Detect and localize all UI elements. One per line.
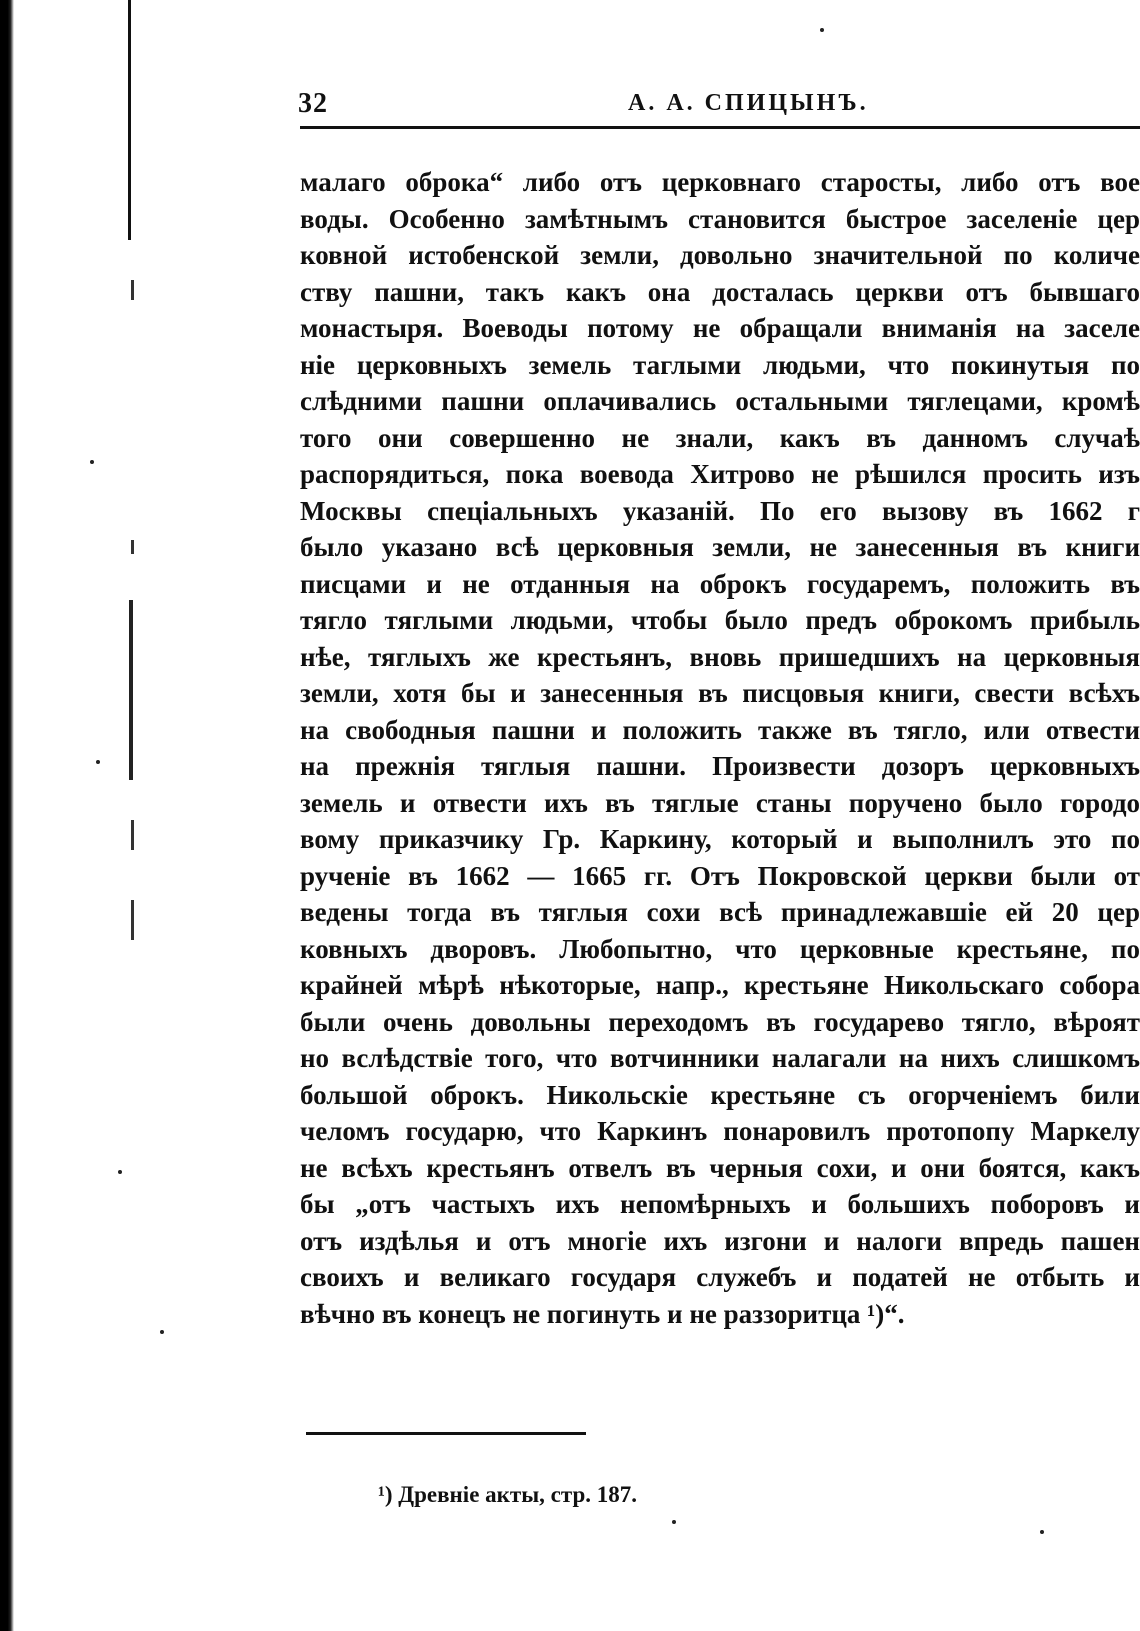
scan-artifact [131,820,134,850]
text-line: слѣдними пашни оплачивались остальными тяглецами, кромѣ [300,386,1140,416]
scan-speck [672,1520,676,1524]
text-line: монастыря. Воеводы потому не обращали вниманія на заселе [300,313,1140,343]
text-line: не всѣхъ крестьянъ отвелъ въ черныя сохи, и они боятся, какъ [300,1152,1140,1183]
text-line: но вслѣдствіе того, что вотчинники налагали на нихъ слишкомъ [300,1043,1140,1073]
text-line: большой оброкъ. Никольскіе крестьяне съ огорченіемъ били [300,1079,1140,1110]
text-line: челомъ государю, что Каркинъ понаровилъ протопопу Маркелу [300,1116,1140,1146]
text-line: тягло тяглыми людьми, чтобы было предъ оброкомъ прибыль [300,605,1140,635]
text-line: ковныхъ дворовъ. Любопытно, что церковные крестьяне, по [300,933,1140,964]
text-line: ковной истобенской земли, довольно значительной по количе [300,240,1140,270]
text-line: ніе церковныхъ земель таглыми людьми, что покинутыя по [300,349,1140,380]
page-header [298,88,1140,118]
scan-edge-shadow [0,0,14,1631]
scan-fold-line [129,600,133,780]
scan-fold-line [128,0,131,240]
footnote: ¹) Древніе акты, стр. 187. [378,1482,637,1507]
page-number: 32 [298,88,328,119]
text-line: распорядиться, пока воевода Хитрово не рѣшился просить изъ [300,459,1140,489]
text-line: крайней мѣрѣ нѣкоторые, напр., крестьяне Никольскаго собора [300,970,1140,1000]
running-head: А. А. СПИЦЫНЪ. [628,90,869,116]
text-line: писцами и не отданныя на оброкъ государемъ, положить въ [300,568,1140,599]
text-line: на прежнія тяглыя пашни. Произвести дозоръ церковныхъ [300,751,1140,781]
text-line: было указано всѣ церковныя земли, не занесенныя въ книги [300,532,1140,562]
text-line: воды. Особенно замѣтнымъ становится быстрое заселеніе цер [300,203,1140,234]
text-line: земель и отвести ихъ въ тяглые станы поручено было городо [300,787,1140,818]
scan-artifact [131,540,134,554]
scan-artifact [131,900,134,940]
text-line: того они совершенно не знали, какъ въ данномъ случаѣ [300,422,1140,453]
text-line: нѣе, тяглыхъ же крестьянъ, вновь пришедшихъ на церковныя [300,641,1140,672]
text-line: Москвы спеціальныхъ указаній. По его вызову въ 1662 г [300,495,1140,526]
text-line: рученіе въ 1662 — 1665 гг. Отъ Покровской церкви были от [300,860,1140,891]
text-line: бы „отъ частыхъ ихъ непомѣрныхъ и большихъ поборовъ и [300,1189,1140,1219]
text-line: на свободныя пашни и положить также въ тягло, или отвести [300,714,1140,745]
text-line: отъ издѣлья и отъ многіе ихъ изгони и налоги впредь пашен [300,1225,1140,1256]
text-line: земли, хотя бы и занесенныя въ писцовыя книги, свести всѣхъ [300,678,1140,708]
text-line: ству пашни, такъ какъ она досталась церкви отъ бывшаго [300,276,1140,307]
footnote-rule [306,1432,586,1435]
scan-speck [160,1330,164,1334]
scan-speck [820,28,824,32]
text-line: малаго оброка“ либо отъ церковнаго старосты, либо отъ вое [300,167,1140,197]
scan-speck [90,460,94,464]
scan-speck [96,760,100,764]
text-line: были очень довольны переходомъ въ государево тягло, вѣроят [300,1006,1140,1037]
scan-speck [1040,1530,1044,1534]
text-line: вому приказчику Гр. Каркину, который и выполнилъ это по [300,824,1140,854]
scan-artifact [131,280,134,300]
body-text [300,164,1140,1332]
scan-speck [118,1170,122,1174]
text-line: своихъ и великаго государя служебъ и податей не отбыть и [300,1262,1140,1292]
text-line: вѣчно въ конецъ не погинуть и не раззоритца ¹)“. [300,1298,905,1329]
header-rule [300,126,1140,129]
text-line: ведены тогда въ тяглыя сохи всѣ принадлежавшіе ей 20 цер [300,897,1140,927]
